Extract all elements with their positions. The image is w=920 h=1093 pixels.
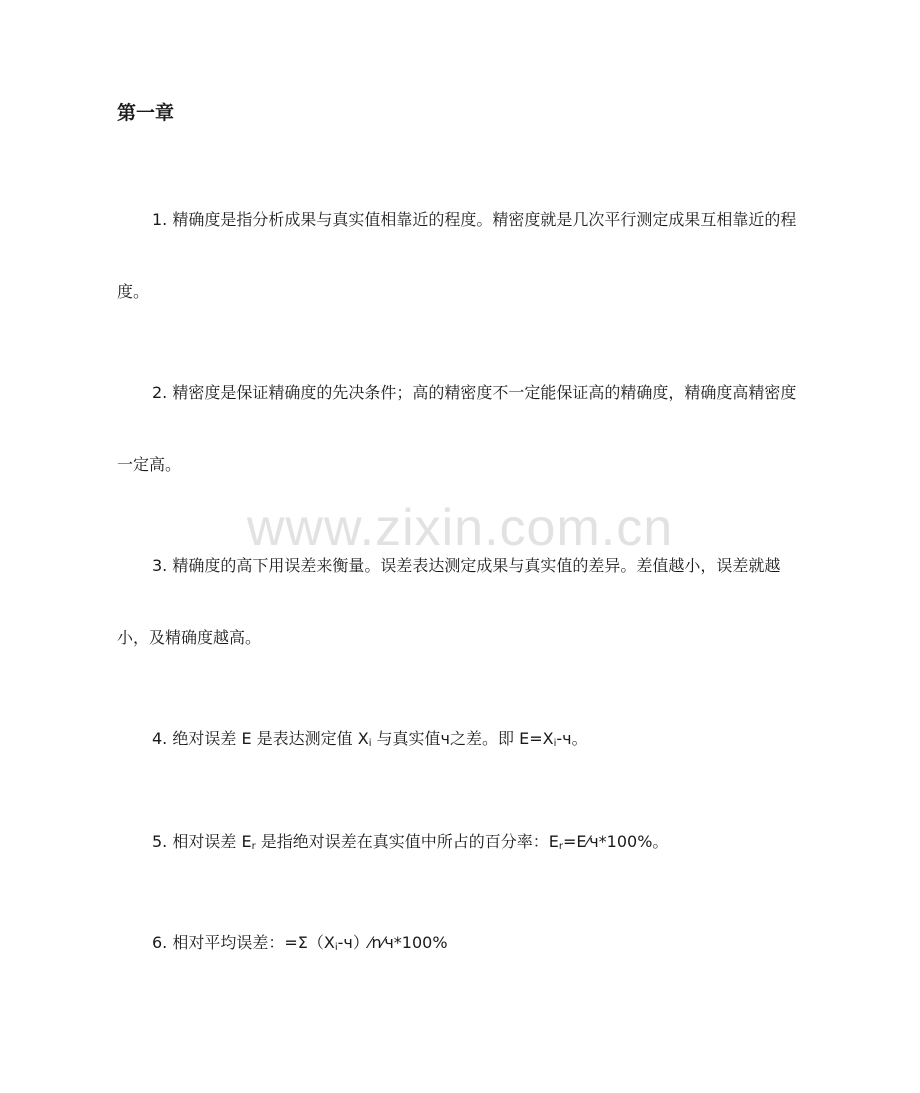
paragraph-5-text-a: 5. 相对误差 E <box>152 832 252 851</box>
paragraph-3-line-1: 3. 精确度的高下用误差来衡量。误差表达测定成果与真实值的差异。差值越小，误差 <box>152 556 749 575</box>
paragraph-4-text-c: -ч。 <box>556 729 588 748</box>
paragraph-5 <box>117 806 807 878</box>
paragraph-1-line-2: 近的程度。 <box>117 210 797 301</box>
subscript-r: r <box>558 841 564 852</box>
chapter-title: 第一章 <box>117 102 175 124</box>
subscript-r: r <box>251 841 256 852</box>
paragraph-6-text-a: 6. 相对平均误差：=Σ（X <box>152 933 335 952</box>
paragraph-5-text-c: =E⁄ч*100%。 <box>563 832 669 851</box>
paragraph-5-text-b: 是指绝对误差在真实值中所占的百分率：E <box>255 832 559 851</box>
paragraph-2-line-2: 精密度一定高。 <box>117 383 797 474</box>
paragraph-4 <box>117 703 807 775</box>
paragraph-6 <box>117 907 807 979</box>
paragraph-2-line-1: 2. 精密度是保证精确度的先决条件；高的精密度不一定能保证高的精确度，精确度高 <box>152 383 749 402</box>
paragraph-3 <box>117 530 807 674</box>
paragraph-4-text-a: 4. 绝对误差 E 是表达测定值 X <box>152 729 369 748</box>
paragraph-6-text-b: -ч）⁄n⁄ч*100% <box>337 933 448 952</box>
paragraph-2 <box>117 357 807 501</box>
subscript-i: i <box>334 942 338 953</box>
subscript-i: i <box>368 738 372 749</box>
watermark: www.zixin.com.cn <box>246 499 674 557</box>
paragraph-3-line-2: 就越小，及精确度越高。 <box>117 556 781 647</box>
paragraph-1-line-1: 1. 精确度是指分析成果与真实值相靠近的程度。精密度就是几次平行测定成果互相靠 <box>152 210 749 229</box>
subscript-i: i <box>553 738 557 749</box>
paragraph-1 <box>117 184 807 328</box>
paragraph-4-text-b: 与真实值ч之差。即 E=X <box>371 729 554 748</box>
